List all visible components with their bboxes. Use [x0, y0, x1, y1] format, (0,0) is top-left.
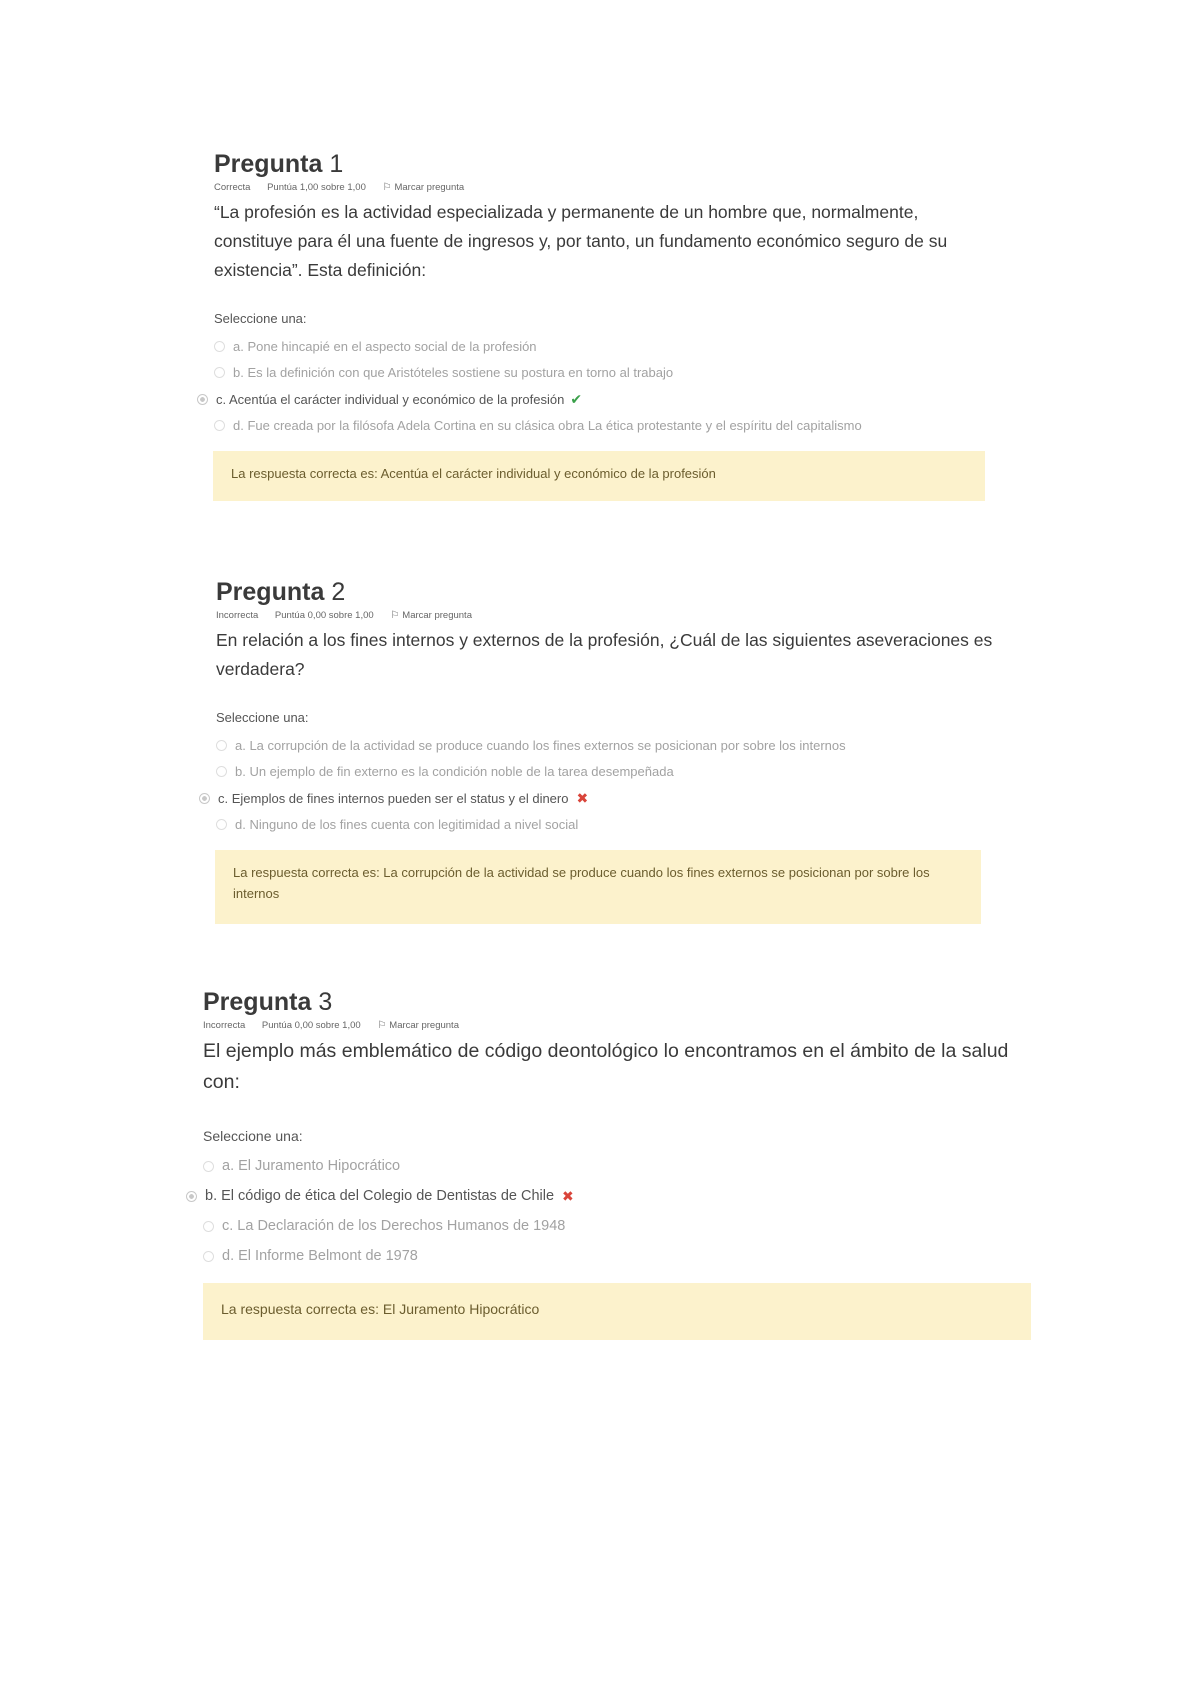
answer-option-b[interactable] — [214, 360, 994, 387]
answer-option-label: b. Es la definición con que Aristóteles sostiene su postura en torno al trabajo — [233, 365, 674, 381]
answer-option-label: c. Ejemplos de fines internos pueden ser el status y el dinero — [218, 790, 569, 806]
answer-option-label: a. Pone hincapié en el aspecto social de la profesión — [233, 338, 537, 354]
radio-button[interactable] — [216, 740, 227, 751]
flag-question-label: Marcar pregunta — [389, 1020, 459, 1031]
answer-option-c[interactable] — [199, 785, 996, 812]
radio-button[interactable] — [216, 819, 227, 830]
question-score: Puntúa 1,00 sobre 1,00 — [267, 182, 366, 193]
answer-option-label: c. La Declaración de los Derechos Humanos de 1948 — [222, 1218, 566, 1234]
select-one-label: Seleccione una: — [214, 311, 307, 326]
question-title-label: Pregunta — [216, 578, 325, 606]
check-icon: ✔ — [570, 390, 583, 407]
answer-option-label: d. El Informe Belmont de 1978 — [222, 1248, 418, 1264]
question-2 — [216, 576, 996, 924]
question-info — [214, 181, 994, 194]
radio-button[interactable] — [214, 367, 225, 378]
question-info — [203, 1019, 1033, 1032]
cross-icon: ✖ — [576, 789, 589, 806]
question-1 — [214, 148, 994, 501]
answer-options — [203, 1151, 1033, 1271]
answer-option-label: d. Fue creada por la filósofa Adela Cortina en su clásica obra La ética protestante y el espíritu del capitalismo — [233, 418, 862, 434]
radio-button-selected[interactable] — [186, 1191, 197, 1202]
answer-option-a[interactable] — [216, 732, 996, 759]
answer-option-a[interactable] — [203, 1151, 1033, 1181]
question-title-label: Pregunta — [203, 988, 312, 1016]
answer-option-b[interactable] — [186, 1181, 1033, 1211]
question-number: 2 — [331, 578, 346, 606]
radio-button[interactable] — [214, 420, 225, 431]
answer-option-d[interactable] — [203, 1241, 1033, 1271]
correct-answer-feedback: La respuesta correcta es: La corrupción de la actividad se produce cuando los fines externos se posicionan por sobre los internos — [215, 850, 981, 924]
answer-option-b[interactable] — [216, 759, 996, 786]
select-one-label: Seleccione una: — [216, 710, 309, 725]
correct-answer-feedback: La respuesta correcta es: Acentúa el carácter individual y económico de la profesión — [213, 451, 985, 501]
correct-answer-feedback: La respuesta correcta es: El Juramento Hipocrático — [203, 1283, 1031, 1340]
flag-question-link[interactable] — [377, 1020, 473, 1031]
question-score: Puntúa 0,00 sobre 1,00 — [274, 610, 374, 621]
answer-option-label: a. El Juramento Hipocrático — [222, 1158, 401, 1174]
radio-button[interactable] — [214, 341, 225, 352]
answer-option-label: b. El código de ética del Colegio de Dentistas de Chile — [205, 1188, 555, 1204]
answer-option-d[interactable] — [216, 812, 996, 839]
question-status: Incorrecta — [216, 610, 259, 621]
answer-option-label: a. La corrupción de la actividad se produce cuando los fines externos se posicionan por sobre los internos — [235, 737, 846, 753]
question-score: Puntúa 0,00 sobre 1,00 — [261, 1020, 361, 1031]
question-text: El ejemplo más emblemático de código deontológico lo encontramos en el ámbito de la salud con: — [203, 1040, 1009, 1093]
question-number: 1 — [329, 150, 344, 178]
select-one-label: Seleccione una: — [203, 1128, 303, 1144]
radio-button[interactable] — [203, 1221, 214, 1232]
question-text: “La profesión es la actividad especializada y permanente de un hombre que, normalmente, constituye para él una fuente de ingresos y, por tanto, un fundamento económico seguro de su existencia”. Esta definición: — [214, 202, 948, 280]
radio-button[interactable] — [203, 1161, 214, 1172]
flag-icon: ⚐ — [377, 1020, 387, 1031]
question-title — [214, 148, 994, 180]
question-text: En relación a los fines internos y externos de la profesión, ¿Cuál de las siguientes aseveraciones es verdadera? — [216, 630, 993, 679]
radio-button-selected[interactable] — [197, 394, 208, 405]
answer-option-c[interactable] — [197, 386, 994, 413]
radio-button[interactable] — [203, 1251, 214, 1262]
radio-button-selected[interactable] — [199, 793, 210, 804]
question-title-label: Pregunta — [214, 150, 323, 178]
flag-icon: ⚐ — [382, 182, 392, 193]
flag-question-link[interactable] — [383, 182, 479, 193]
answer-option-d[interactable] — [214, 413, 994, 440]
question-status: Correcta — [214, 182, 251, 193]
question-title — [216, 576, 996, 608]
flag-question-label: Marcar pregunta — [394, 182, 465, 193]
question-3 — [203, 986, 1033, 1340]
answer-option-a[interactable] — [214, 333, 994, 360]
cross-icon: ✖ — [562, 1187, 574, 1204]
flag-icon: ⚐ — [390, 610, 400, 621]
answer-option-label: d. Ninguno de los fines cuenta con legitimidad a nivel social — [235, 817, 579, 833]
flag-question-label: Marcar pregunta — [402, 610, 472, 621]
radio-button[interactable] — [216, 766, 227, 777]
answer-options — [216, 732, 996, 838]
question-title — [203, 986, 1033, 1018]
flag-question-link[interactable] — [390, 610, 486, 621]
question-status: Incorrecta — [203, 1020, 246, 1031]
question-info — [216, 609, 996, 622]
answer-option-label: c. Acentúa el carácter individual y económico de la profesión — [216, 391, 565, 407]
answer-option-c[interactable] — [203, 1211, 1033, 1241]
question-number: 3 — [318, 988, 333, 1016]
answer-options — [214, 333, 994, 439]
answer-option-label: b. Un ejemplo de fin externo es la condición noble de la tarea desempeñada — [235, 764, 674, 780]
